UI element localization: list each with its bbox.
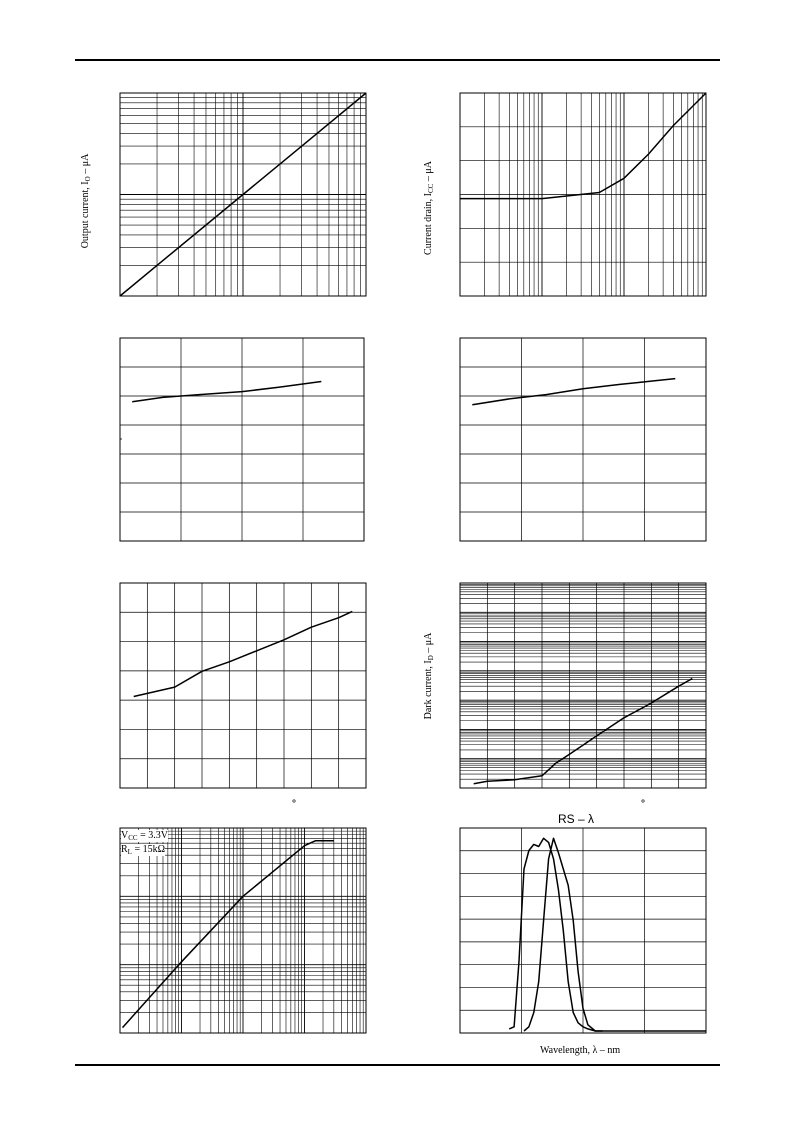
- chart-4: [460, 338, 706, 541]
- series-line-1: [474, 679, 693, 784]
- chart-1: [120, 93, 366, 296]
- degree-mark: [293, 800, 295, 802]
- chart7-rl-label: $R_L = 15k\Omega$: [121, 844, 166, 856]
- chart8-xlabel: Wavelength, λ – nm: [540, 1045, 621, 1056]
- chart7-vcc-label: $V_{CC} = 3.3V$: [121, 830, 168, 842]
- series-line-1: [123, 841, 334, 1028]
- chart-7: [120, 828, 366, 1033]
- chart6-ylabel: Dark current, $I_D$ – μA: [423, 632, 435, 720]
- series-line-1: [132, 382, 321, 402]
- chart-5: [120, 583, 366, 788]
- series-line-1: [509, 838, 603, 1031]
- chart1-ylabel: Output current, $I_O$ – μA: [80, 153, 92, 249]
- chart8-title: RS – λ: [558, 812, 595, 826]
- chart-2: [460, 93, 706, 296]
- series-line-1: [134, 611, 353, 696]
- degree-mark: [642, 800, 644, 802]
- chart-3: [120, 338, 364, 541]
- series-line-2: [524, 838, 706, 1031]
- chart-6: [460, 583, 706, 788]
- chart2-ylabel: Current drain, $I_{CC}$ – μA: [423, 161, 435, 255]
- series-line-1: [460, 93, 706, 199]
- plot-frame: [120, 583, 366, 788]
- chart-8: [460, 828, 706, 1033]
